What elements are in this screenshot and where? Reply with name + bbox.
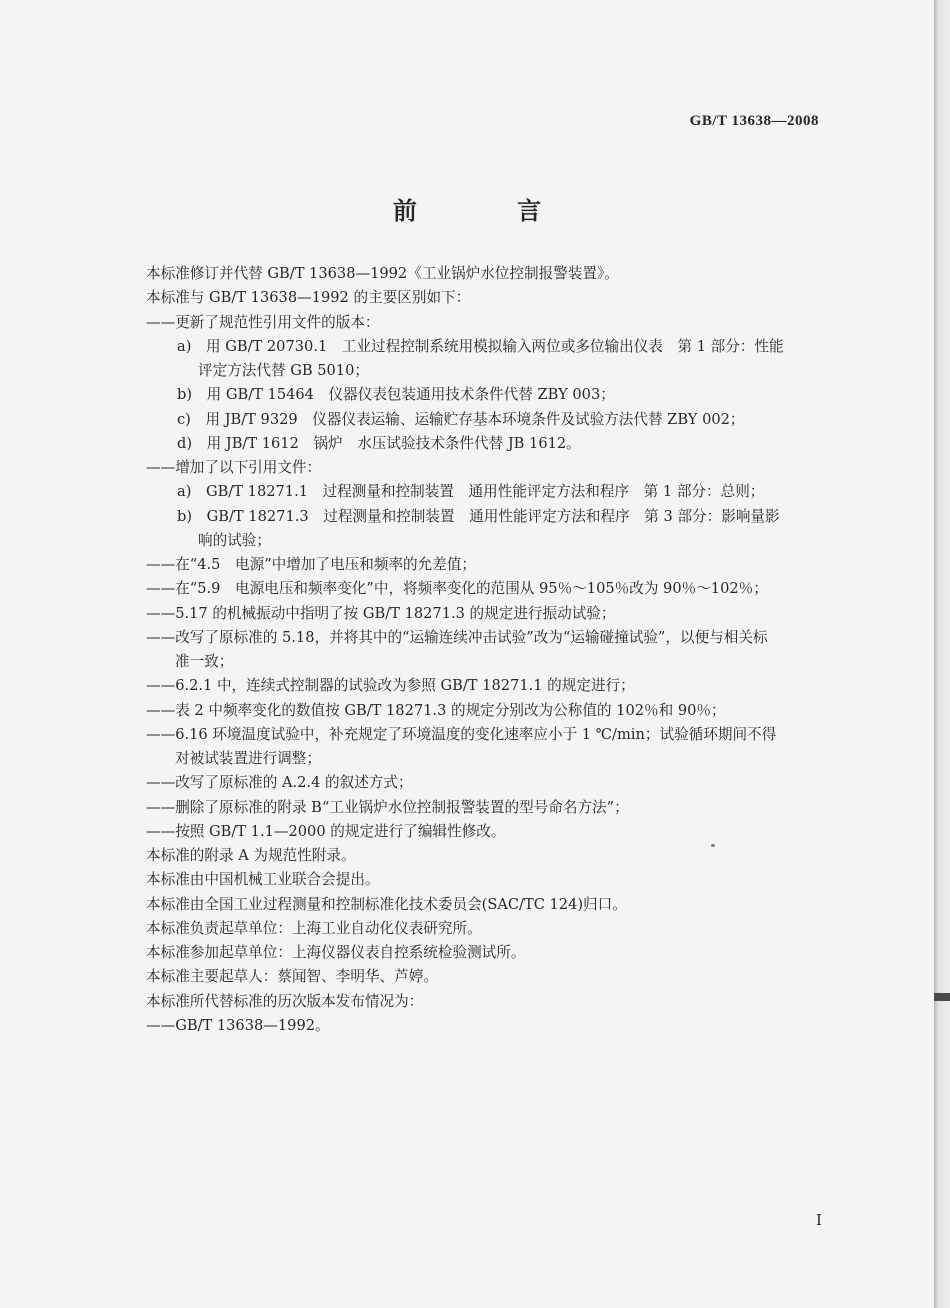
list-item: b) GB/T 18271.3 过程测量和控制装置 通用性能评定方法和程序 第 3 部分：影响量影 xyxy=(177,507,780,525)
dash-item-continuation: 对被试装置进行调整； xyxy=(175,750,321,767)
scan-speck xyxy=(711,844,715,847)
dash-item: ——5.17 的机械振动中指明了按 GB/T 18271.3 的规定进行振动试验； xyxy=(146,604,616,622)
page-title: 前 言 xyxy=(392,197,588,225)
paragraph: 本标准参加起草单位：上海仪器仪表自控系统检验测试所。 xyxy=(146,944,526,961)
page-edge-shadow xyxy=(934,0,950,1308)
page-edge-mark xyxy=(934,993,950,1001)
paragraph: 本标准主要起草人：蔡闻智、李明华、芦婷。 xyxy=(146,968,438,986)
list-item: a) 用 GB/T 20730.1 工业过程控制系统用模拟输入两位或多位输出仪表 第 1 部分：性能 xyxy=(177,337,784,355)
dash-item-continuation: 准一致； xyxy=(175,653,234,670)
dash-item: ——删除了原标准的附录 B“工业锅炉水位控制报警装置的型号命名方法”； xyxy=(146,798,629,816)
list-item-continuation: 响的试验； xyxy=(198,531,271,549)
dash-item: ——GB/T 13638—1992。 xyxy=(146,1016,330,1034)
list-item-continuation: 评定方法代替 GB 5010； xyxy=(198,362,369,379)
foreword-body xyxy=(146,262,838,1038)
paragraph: 本标准负责起草单位：上海工业自动化仪表研究所。 xyxy=(146,919,482,937)
paragraph: 本标准由中国机械工业联合会提出。 xyxy=(146,871,380,889)
dash-item: ——更新了规范性引用文件的版本： xyxy=(146,313,380,331)
page-number: I xyxy=(816,1211,822,1229)
list-item: a) GB/T 18271.1 过程测量和控制装置 通用性能评定方法和程序 第 1 部分：总则； xyxy=(177,483,765,501)
paragraph: 本标准由全国工业过程测量和控制标准化技术委员会(SAC/TC 124)归口。 xyxy=(146,895,627,913)
dash-item: ——改写了原标准的 5.18，并将其中的“运输连续冲击试验”改为“运输碰撞试验”，以便与相关标 xyxy=(146,628,768,646)
paragraph: 本标准修订并代替 GB/T 13638—1992《工业锅炉水位控制报警装置》。 xyxy=(146,265,619,282)
dash-item: ——改写了原标准的 A.2.4 的叙述方式； xyxy=(146,774,413,792)
dash-item: ——按照 GB/T 1.1—2000 的规定进行了编辑性修改。 xyxy=(146,822,506,840)
list-item: d) 用 JB/T 1612 锅炉 水压试验技术条件代替 JB 1612。 xyxy=(177,434,581,452)
paragraph: 本标准的附录 A 为规范性附录。 xyxy=(146,847,356,864)
list-item: b) 用 GB/T 15464 仪器仪表包装通用技术条件代替 ZBY 003； xyxy=(177,386,615,404)
dash-item: ——6.2.1 中，连续式控制器的试验改为参照 GB/T 18271.1 的规定进行； xyxy=(146,677,635,695)
standard-number: GB/T 13638—2008 xyxy=(689,113,819,129)
paragraph: 本标准所代替标准的历次版本发布情况为： xyxy=(146,992,424,1010)
dash-item: ——增加了以下引用文件： xyxy=(146,459,322,476)
dash-item: ——在“4.5 电源”中增加了电压和频率的允差值； xyxy=(146,556,477,573)
dash-item: ——在“5.9 电源电压和频率变化”中，将频率变化的范围从 95％～105％改为 90％～102％； xyxy=(146,580,768,598)
paragraph: 本标准与 GB/T 13638—1992 的主要区别如下： xyxy=(146,289,471,307)
list-item: c) 用 JB/T 9329 仪器仪表运输、运输贮存基本环境条件及试验方法代替 ZBY 002； xyxy=(177,410,745,428)
dash-item: ——6.16 环境温度试验中，补充规定了环境温度的变化速率应小于 1 ℃/min；试验循环期间不得 xyxy=(146,725,777,743)
dash-item: ——表 2 中频率变化的数值按 GB/T 18271.3 的规定分别改为公称值的 102％和 90％； xyxy=(146,701,726,719)
